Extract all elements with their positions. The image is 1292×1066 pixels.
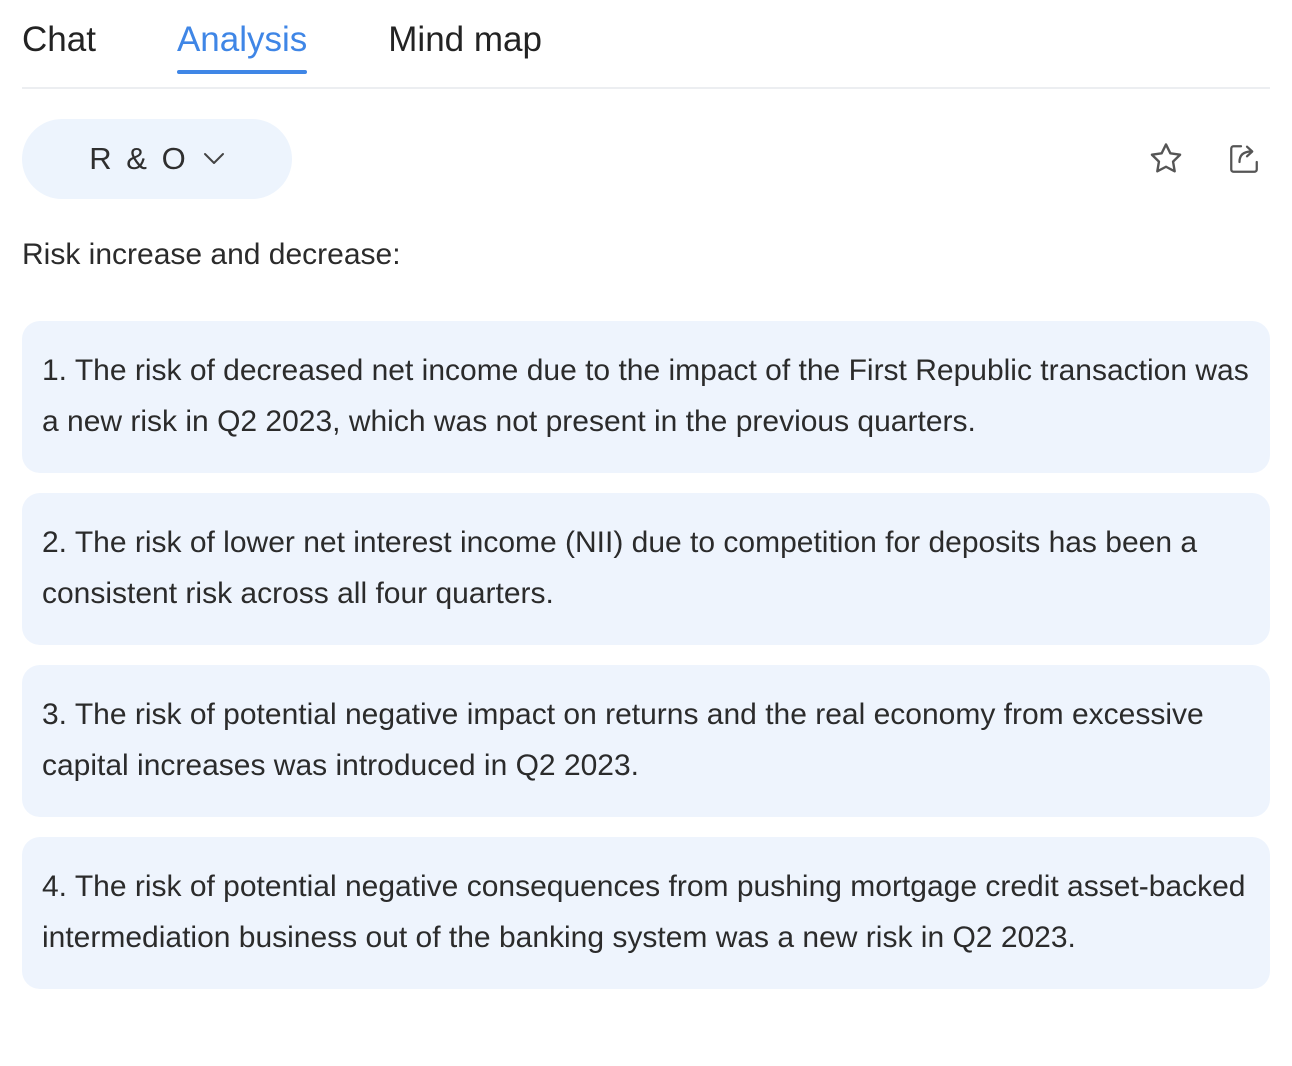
tab-bar	[22, 0, 1270, 89]
tab-mind-map[interactable]: Mind map	[388, 20, 542, 59]
risk-item-2: 2. The risk of lower net interest income (NII) due to competition for deposits has been a consistent risk across all four quarters.	[22, 493, 1270, 645]
risk-item-4: 4. The risk of potential negative consequences from pushing mortgage credit asset-backed intermediation business out of the banking system was a new risk in Q2 2023.	[22, 837, 1270, 989]
share-icon[interactable]	[1224, 139, 1264, 179]
toolbar	[22, 119, 1270, 199]
category-dropdown-label: R & O	[89, 141, 189, 176]
risk-item-1: 1. The risk of decreased net income due to the impact of the First Republic transaction was a new risk in Q2 2023, which was not present in the previous quarters.	[22, 321, 1270, 473]
toolbar-actions	[1146, 139, 1264, 179]
star-icon[interactable]	[1146, 139, 1186, 179]
analysis-heading: Risk increase and decrease:	[22, 238, 401, 271]
tab-analysis[interactable]: Analysis	[177, 18, 307, 74]
tab-chat[interactable]: Chat	[22, 20, 96, 59]
category-dropdown[interactable]	[22, 119, 292, 199]
chevron-down-icon	[203, 152, 225, 166]
risk-list	[22, 321, 1270, 989]
risk-item-3: 3. The risk of potential negative impact on returns and the real economy from excessive capital increases was introduced in Q2 2023.	[22, 665, 1270, 817]
